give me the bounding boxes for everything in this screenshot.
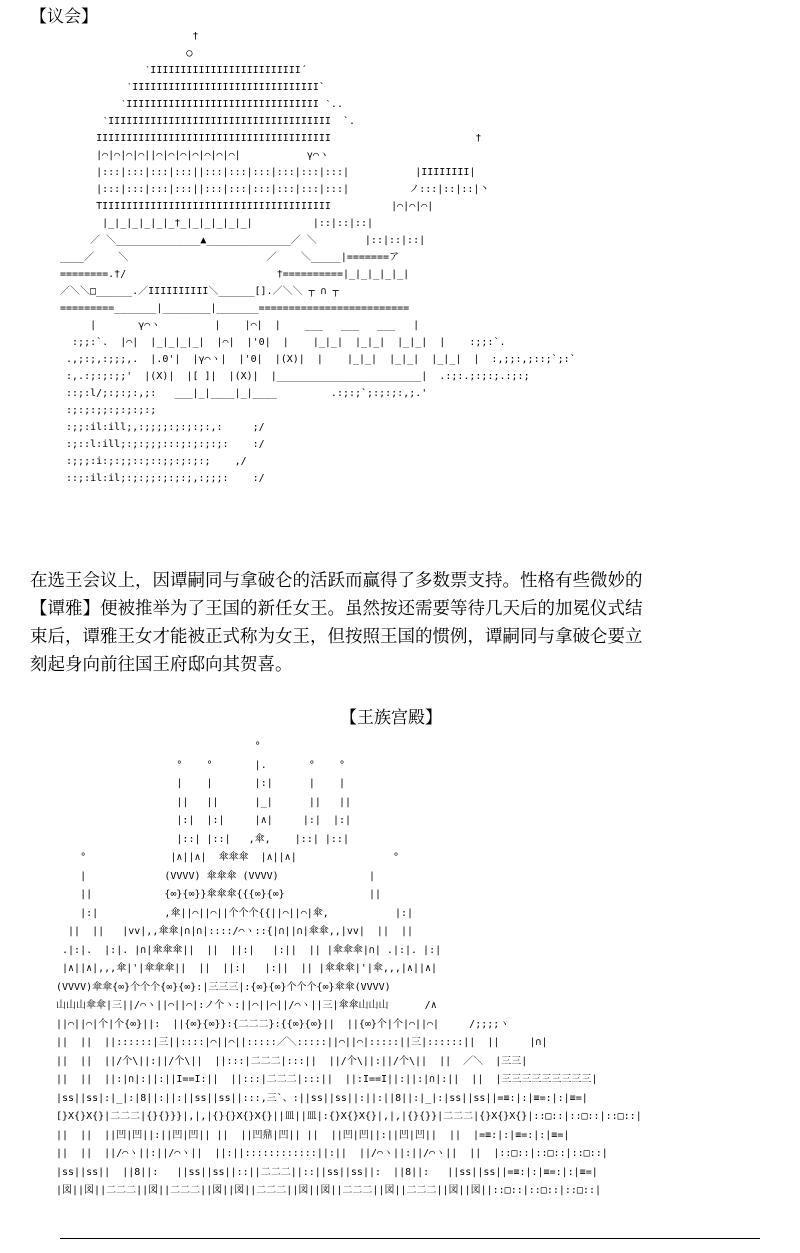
- royal-palace-ascii-art: ° ° ° |. ° ° | | |:| | | || || |_| || || |:| |:| |∧| |:| |:| |::| |::| ,傘, |::| |::| ° |∧||∧| 傘傘傘 |∧||∧| ° | (VVVV) 傘傘傘 (VVVV) | || {∞}{∞}}傘傘傘{{{∞}{∞} || |:| ,傘||⌒||⌒||个个个{{||⌒||⌒|傘, |:| || || |vv|,,傘傘|∩|∩|::::/⌒ヽ::{|∩||∩|傘傘,,|vv| || || .|:|. |:|. |∩|傘傘傘|| || ||:| |:|| || |傘傘傘|∩| .|:|. |:| |∧||∧|,,,傘|'|傘傘傘|| || ||:| |:|| || |傘傘傘|'|傘,,,|∧||∧| (VVVV)傘傘{∞}个个个{∞}{∞}:|三三三|:{∞}{∞}个个个{∞}傘傘(VVVV) 山山山傘傘|三||/⌒ヽ||⌒||⌒|:ノ个ヽ:||⌒||⌒||/⌒ヽ||三|傘傘山山山 /∧ ||⌒||⌒|个|个{∞}||: ||{∞}{∞}}:{二二二}:{{∞}{∞}|| ||{∞}个|个|⌒||⌒| /;;;;ヽ || || ||::::::|三||::::|⌒||⌒||:::::／＼:::::||⌒||⌒|:::::||三|::::::|| || |∩| || || ||/个\||:||/个\|| ||:::|二二二|:::|| ||/个\||:||/个\|| || ／＼ |三三| || || ||:|∩|:||:||I==I:|| ||:::|二二二|:::|| ||:I==I||:||:|∩|:|| || |三三三三三三三三三| |ss||ss|:|_|:|8||:||:||ss||ss||:::,三`、:||ss||ss||:||:||8||:|_|:|ss||ss||=≡:|:|≡=:|:|≡=| [}X{}X{}|二二二|{}{}}}|,|,|{}{}X{}X{}||皿||皿|:{}X{}X{}|,|,|{}{}}|二二二|{}X{}X{}|::□::|::□::|::□::| || || ||凹|凹||:||凹|凹|| || ||凹鼎|凹|| || ||凹|凹||:||凹|凹|| || |=≡:|:|≡=:|:|≡=| || || ||/⌒ヽ||:||/⌒ヽ|| ||:||::::::::::::||:|| ||/⌒ヽ||:||/⌒ヽ|| || |::□::|::□::|::□::| |ss||ss|| ||8||: ||ss||ss||::||二二二||::||ss||ss||: ||8||: ||ss||ss||=≡:|:|≡=:|:|≡=| |図||図||二二二||図||二二二||図||図||二二二||図||図||二二二||図||二二二||図||図||::□::|::□::|::□::|: [56, 741, 642, 1196]
- story-paragraph: [30, 567, 785, 679]
- section-title-parliament: 【议会】: [30, 7, 98, 27]
- paragraph-line: 【谭雅】便被推举为了王国的新任女王。虽然按还需要等待几天后的加冕仪式结: [30, 599, 643, 619]
- paragraph-line: 刻起身向前往国王府邸向其贺喜。: [30, 655, 293, 675]
- section-title-royal-palace: 【王族宫殿】: [340, 708, 442, 728]
- paragraph-line: 束后，谭雅王女才能被正式称为女王，但按照王国的惯例，谭嗣同与拿破仑要立: [30, 627, 643, 647]
- ground-line: [60, 1238, 760, 1239]
- paragraph-line: 在选王会议上，因谭嗣同与拿破仑的活跃而赢得了多数票支持。性格有些微妙的: [30, 571, 643, 591]
- parliament-ascii-art: † ◯ ‵IIIIIIIIIIIIIIIIIIIIIIIII´ ‵IIIIIIIIIIIIIIIIIIIIIIIIIIIIIII` ‵IIIIIIIIIIIIIIIIIIIIIIIIIIIIIIII ‵.. ‵IIIIIIIIIIIIIIIIIIIIIIIIIIIIIIIIIIIII `. IIIIIIIIIIIIIIIIIIIIIIIIIIIIIIIIIIIIIII † |⌒|⌒|⌒|⌒||⌒|⌒|⌒|⌒|⌒|⌒|⌒| γ⌒ヽ |:::|:::|:::|:::||:::|:::|:::|:::|:::|:::| |IIIIIIII| |:::|:::|:::|:::||:::|:::|:::|:::|:::|:::| ノ:::|::|::|丶 TIIIIIIIIIIIIIIIIIIIIIIIIIIIIIIIIIIIIII |⌒|⌒|⌒| |_|_|_|_|_|_†_|_|_|_|_|_| |::|::|::| ／ ＼______________▲______________／ ＼ |::|::|::| ____／ ＼ ／ ＼_____|=======ア ========.†/ †==========|_|_|_|_|_| ／＼＼□______.／IIIIIIIIII＼______[].／＼＼ ┬ ∩ ┬ =========_______|________|_______========================= | γ⌒ヽ | |⌒| | ___ ___ ___ | :;;:`. |⌒| |_|_|_|_| |⌒| |'0| | |_|_| |_|_| |_|_| | :;;:`. .,;:;,:;;;,. |.0'| |γ⌒ヽ| |'0| |(X)| | |_|_| |_|_| |_|_| | :,;;:,;::;`;:` :,.:;:;:;;' |(X)| |[ ]| |(X)| |________________________| .:;:.;:;:;.:;:; ::;:l/;:;:;:,;: ___|_|____|_|____ .:;:;`;:;:;:,;.' :;:;:;;:;:;:;:; :;;:il:ill;,:;;;;:;:;:;:,: ;/ :;::l:ill;:;:;;;:::;:;:;:;: :/ :;;;:i:;:;;::;::;;:;:;:; ,/ ::;:il:il;:;:;;:;:;:;,:;;;: :/: [60, 31, 576, 484]
